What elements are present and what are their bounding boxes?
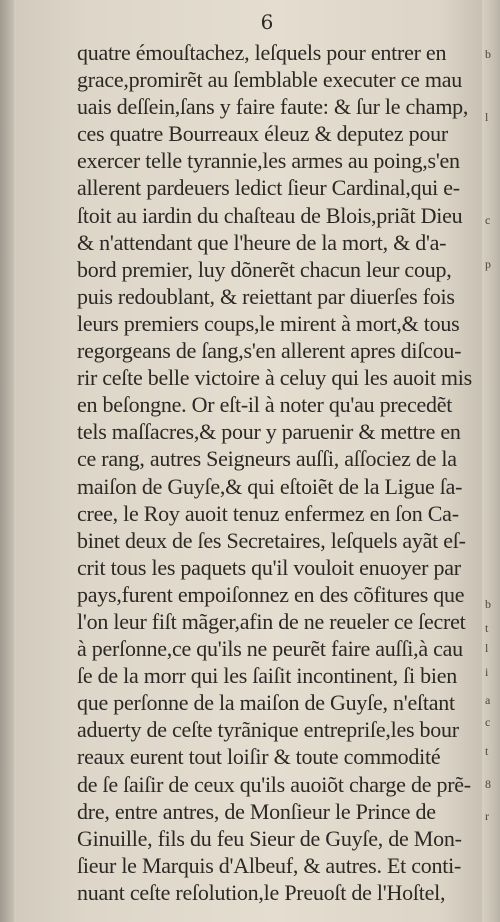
- margin-fragment: l: [485, 110, 489, 124]
- text-line: puis redoublant, & reiettant par diuerſes fois: [77, 283, 455, 309]
- text-line: allerent pardeuers ledict ſieur Cardinal,qui e-: [77, 175, 460, 201]
- text-line: dre, entre antres, de Monſieur le Prince de: [77, 798, 436, 824]
- text-line: reaux eurent tout loiſir & toute commodité: [77, 744, 441, 770]
- text-line: Ginuille, fils du feu Sieur de Guyſe, de Mon-: [77, 825, 462, 851]
- text-line: en beſongne. Or eſt-il à noter qu'au precedẽt: [77, 392, 453, 418]
- margin-fragment: 8: [485, 777, 491, 791]
- text-line: grace,promirẽt au ſemblable executer ce mau: [77, 67, 463, 93]
- text-line: ſe de la morr qui les ſaiſit incontinent, ſi bien: [77, 663, 457, 689]
- margin-fragment: c: [485, 213, 491, 227]
- margin-fragment: r: [485, 809, 489, 823]
- margin-fragment: b: [485, 597, 491, 611]
- text-line: nuant ceſte reſolution,le Preuoſt de l'Hoſtel,: [77, 879, 446, 905]
- text-line: uais deſſein,ſans y faire faute: & ſur le champ,: [77, 94, 469, 120]
- text-line: de ſe ſaiſir de ceux qu'ils auoiõt charge de prẽ-: [77, 771, 471, 797]
- text-line: maiſon de Guyſe,& qui eſtoiẽt de la Ligue ſa-: [77, 473, 463, 499]
- text-line: ce rang, autres Seigneurs auſſi, aſſociez de la: [77, 446, 457, 472]
- text-line: quatre émouſtachez, leſquels pour entrer en: [77, 40, 447, 65]
- text-line: cree, le Roy auoit tenuz enfermez en ſon Ca-: [77, 500, 459, 526]
- body-text: [77, 39, 482, 906]
- text-line: leurs premiers coups,le mirent à mort,& tous: [77, 310, 460, 336]
- margin-fragment: t: [485, 621, 489, 635]
- page-number: 6: [260, 10, 274, 34]
- text-line: que perſonne de la maiſon de Guyſe, n'eſtant: [77, 690, 455, 716]
- text-line: exercer telle tyrannie,les armes au poing,s'en: [77, 148, 460, 174]
- text-line: à perſonne,ce qu'ils ne peurẽt faire auſſi,à cau: [77, 636, 463, 662]
- text-line: ces quatre Bourreaux éleuz & deputez pour: [77, 121, 448, 147]
- right-margin-fragments: [486, 0, 500, 922]
- margin-fragment: p: [485, 257, 491, 271]
- text-line: crit tous les paquets qu'il vouloit enuoyer par: [77, 554, 461, 580]
- text-line: ſtoit au iardin du chaſteau de Blois,priãt Dieu: [77, 202, 463, 228]
- text-line: pays,furent empoiſonnez en des cõfitures que: [77, 581, 465, 607]
- margin-fragment: l: [485, 641, 489, 655]
- text-line: ſieur le Marquis d'Albeuf, & autres. Et conti-: [77, 852, 462, 878]
- text-line: regorgeans de ſang,s'en allerent apres diſcou-: [77, 338, 462, 364]
- text-line: & n'attendant que l'heure de la mort, & d'a-: [77, 229, 447, 255]
- margin-fragment: b: [485, 47, 491, 61]
- text-line: tels maſſacres,& pour y paruenir & mettre en: [77, 419, 461, 445]
- margin-fragment: t: [485, 744, 489, 758]
- text-line: l'on leur fiſt mãger,afin de ne reueler ce ſecret: [77, 608, 466, 634]
- margin-fragment: i: [485, 665, 489, 679]
- margin-fragment: a: [485, 693, 491, 707]
- text-line: bord premier, luy dõnerẽt chacun leur coup,: [77, 256, 452, 282]
- text-line: rir ceſte belle victoire à celuy qui les auoit mis: [77, 365, 472, 391]
- page-binding-shadow: [0, 0, 14, 922]
- margin-fragment: c: [485, 715, 491, 729]
- text-line: aduerty de ceſte tyrãnique entrepriſe,les bour: [77, 717, 459, 743]
- text-line: binet deux de ſes Secretaires, leſquels ayãt eſ-: [77, 527, 466, 553]
